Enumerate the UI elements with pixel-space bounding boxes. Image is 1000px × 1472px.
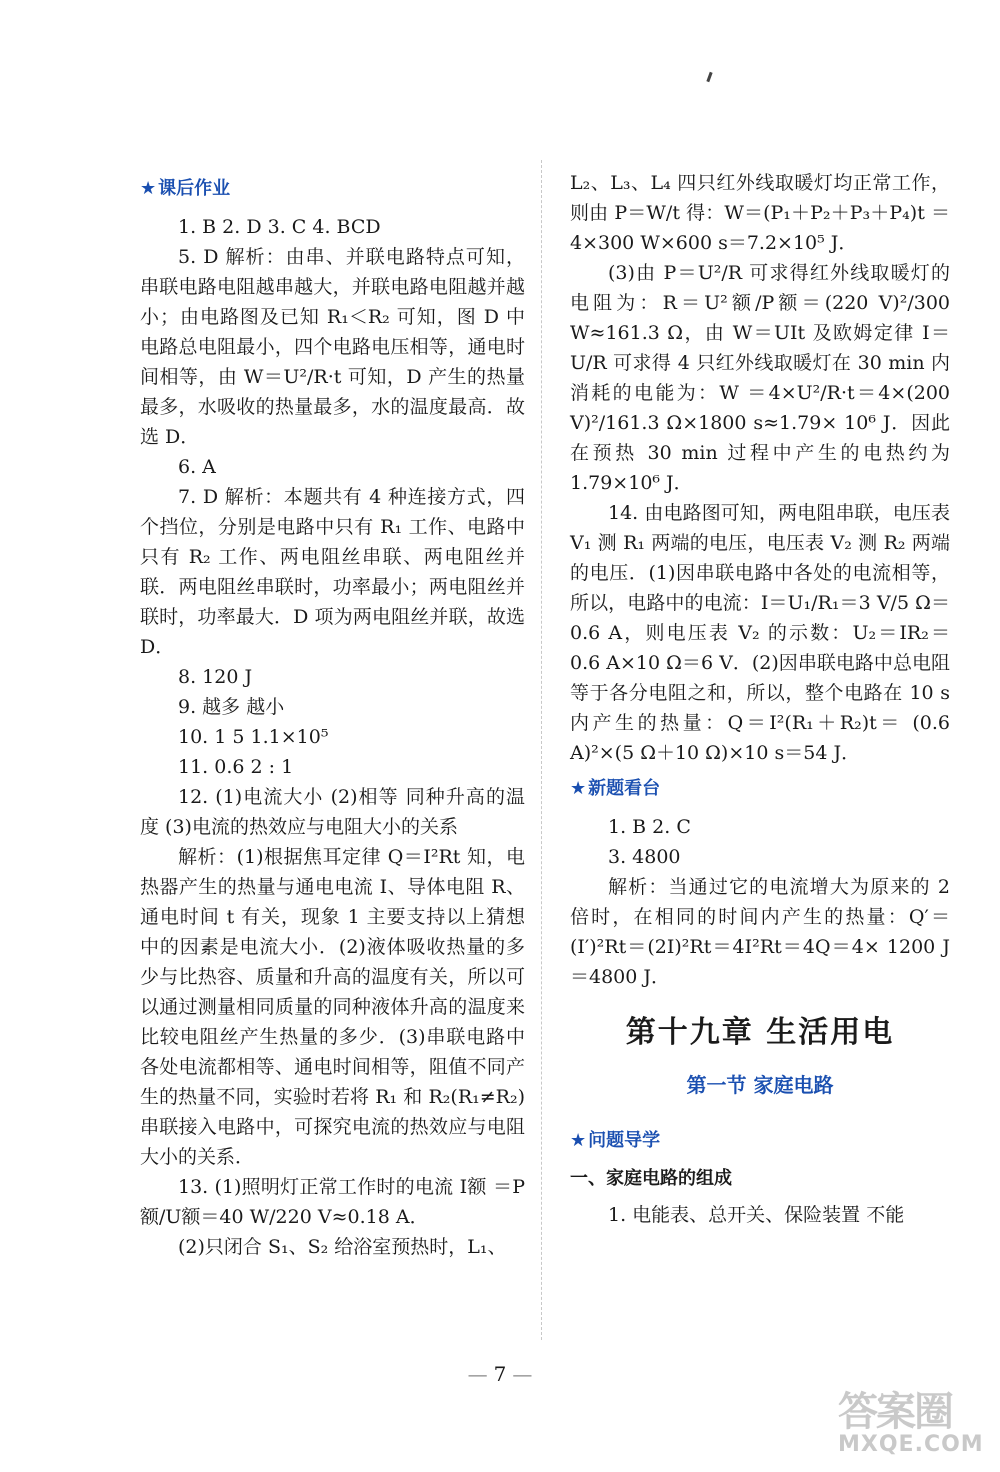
star-icon: ★ [570,1130,587,1151]
right-column [570,168,950,1230]
column-divider [541,160,542,1340]
answer-1-4: 1. B 2. D 3. C 4. BCD [178,216,381,238]
guided-answer-1: 1. 电能表、总开关、保险装置 不能 [608,1204,905,1226]
section-heading-new-questions [570,774,950,804]
section-title: 问题导学 [588,1130,661,1151]
answer-8: 8. 120 J [178,666,253,688]
answer-6: 6. A [178,456,216,478]
section-heading-guided-questions [570,1126,950,1156]
star-icon: ★ [570,778,587,799]
answer-13-part2: (2)只闭合 S₁、S₂ 给浴室预热时，L₁、 [178,1236,507,1258]
answer-10: 10. 1 5 1.1×10⁵ [178,726,329,748]
star-icon: ★ [140,178,157,199]
page-number-value: 7 [493,1362,507,1386]
watermark-sub-text: MXQE.COM [838,1432,984,1457]
dash-left: — [467,1362,488,1386]
chapter-title: 第十九章 生活用电 [625,1015,895,1050]
answer-11: 11. 0.6 2 : 1 [178,756,294,778]
section-title: 新题看台 [588,778,661,799]
answer-12-analysis: 解析：(1)根据焦耳定律 Q＝I²Rt 知，电热器产生的热量与通电电流 I、导体电阻 R、通电时间 t 有关，现象 1 主要支持以上猜想中的因素是电流大小．(2)液体吸收热量的多少与比热容、质量和升高的温度有关，所以可以通过测量相同质量的同种液体升高的温度来比较电阻丝产生热量的多少．(3)串联电路中各处电流都相等、通电时间相等，阻值不同产生的热量不同，实验时若将 R₁ 和 R₂(R₁≠R₂)串联接入电路中，可探究电流的热效应与电阻大小的关系． [140,846,525,1168]
section-title: 课后作业 [158,178,231,199]
dash-right: — [512,1362,533,1386]
section-title-household-circuit: 第一节 家庭电路 [686,1073,834,1097]
section-heading-homework [140,174,525,204]
new-answer-1-2: 1. B 2. C [608,816,691,838]
answer-7: 7. D 解析：本题共有 4 种连接方式，四个挡位，分别是电路中只有 R₁ 工作、电路中只有 R₂ 工作、两电阻丝串联、两电阻丝并联．两电阻丝串联时，功率最小；两电阻丝并联时，功率最大．D 项为两电阻丝并联，故选 D． [140,486,525,658]
answer-13-continued: L₂、L₃、L₄ 四只红外线取暖灯均正常工作，则由 P＝W/t 得：W＝(P₁＋P₂＋P₃＋P₄)t ＝4×300 W×600 s＝7.2×10⁵ J． [570,172,950,254]
new-answer-3-analysis: 解析：当通过它的电流增大为原来的 2 倍时，在相同的时间内产生的热量：Q′＝ (I′)²Rt＝(2I)²Rt＝4I²Rt＝4Q＝4× 1200 J＝4800 J． [570,876,950,988]
left-column [140,168,525,1262]
answer-5: 5. D 解析：由串、并联电路特点可知，串联电路电阻越串越大，并联电路电阻越并越小；由电路图及已知 R₁＜R₂ 可知，图 D 中电路总电阻最小，四个电路电压相等，通电时间相等，由 W＝U²/R·t 可知，D 产生的热量最多，水吸收的热量最多，水的温度最高．故选 D． [140,246,525,448]
watermark-logo [838,1380,988,1464]
new-answer-3: 3. 4800 [608,846,681,868]
answer-13-part1: 13. (1)照明灯正常工作时的电流 I额 ＝P额/U额＝40 W/220 V≈0.18 A． [140,1176,525,1228]
watermark-main-text: 答案圈 [838,1389,952,1435]
answer-14: 14. 由电路图可知，两电阻串联，电压表 V₁ 测 R₁ 两端的电压，电压表 V₂ 测 R₂ 两端的电压．(1)因串联电路中各处的电流相等，所以，电路中的电流：I＝U₁/R₁＝3 V/5 Ω＝ 0.6 A，则电压表 V₂ 的示数：U₂＝IR₂＝ 0.6 A×10 Ω＝6 V．(2)因串联电路中总电阻等于各分电阻之和，所以，整个电路在 10 s 内产生的热量：Q＝I²(R₁＋R₂)t＝ (0.6 A)²×(5 Ω＋10 Ω)×10 s＝54 J． [570,502,950,764]
answer-12: 12. (1)电流大小 (2)相等 同种升高的温度 (3)电流的热效应与电阻大小的关系 [140,786,525,838]
answer-13-part3: (3)由 P＝U²/R 可求得红外线取暖灯的电阻为：R＝U²额/P额＝(220 V)²/300 W≈161.3 Ω，由 W＝UIt 及欧姆定律 I＝U/R 可求得 4 只红外线取暖灯在 30 min 内消耗的电能为：W ＝4×U²/R·t＝4×(200 V)²/161.3 Ω×1800 s≈1.79× 10⁶ J．因此在预热 30 min 过程中产生的电热约为 1.79×10⁶ J． [570,262,950,494]
top-mark [706,72,712,82]
subheading-circuit-composition: 一、家庭电路的组成 [570,1168,732,1189]
answer-9: 9. 越多 越小 [178,696,285,718]
